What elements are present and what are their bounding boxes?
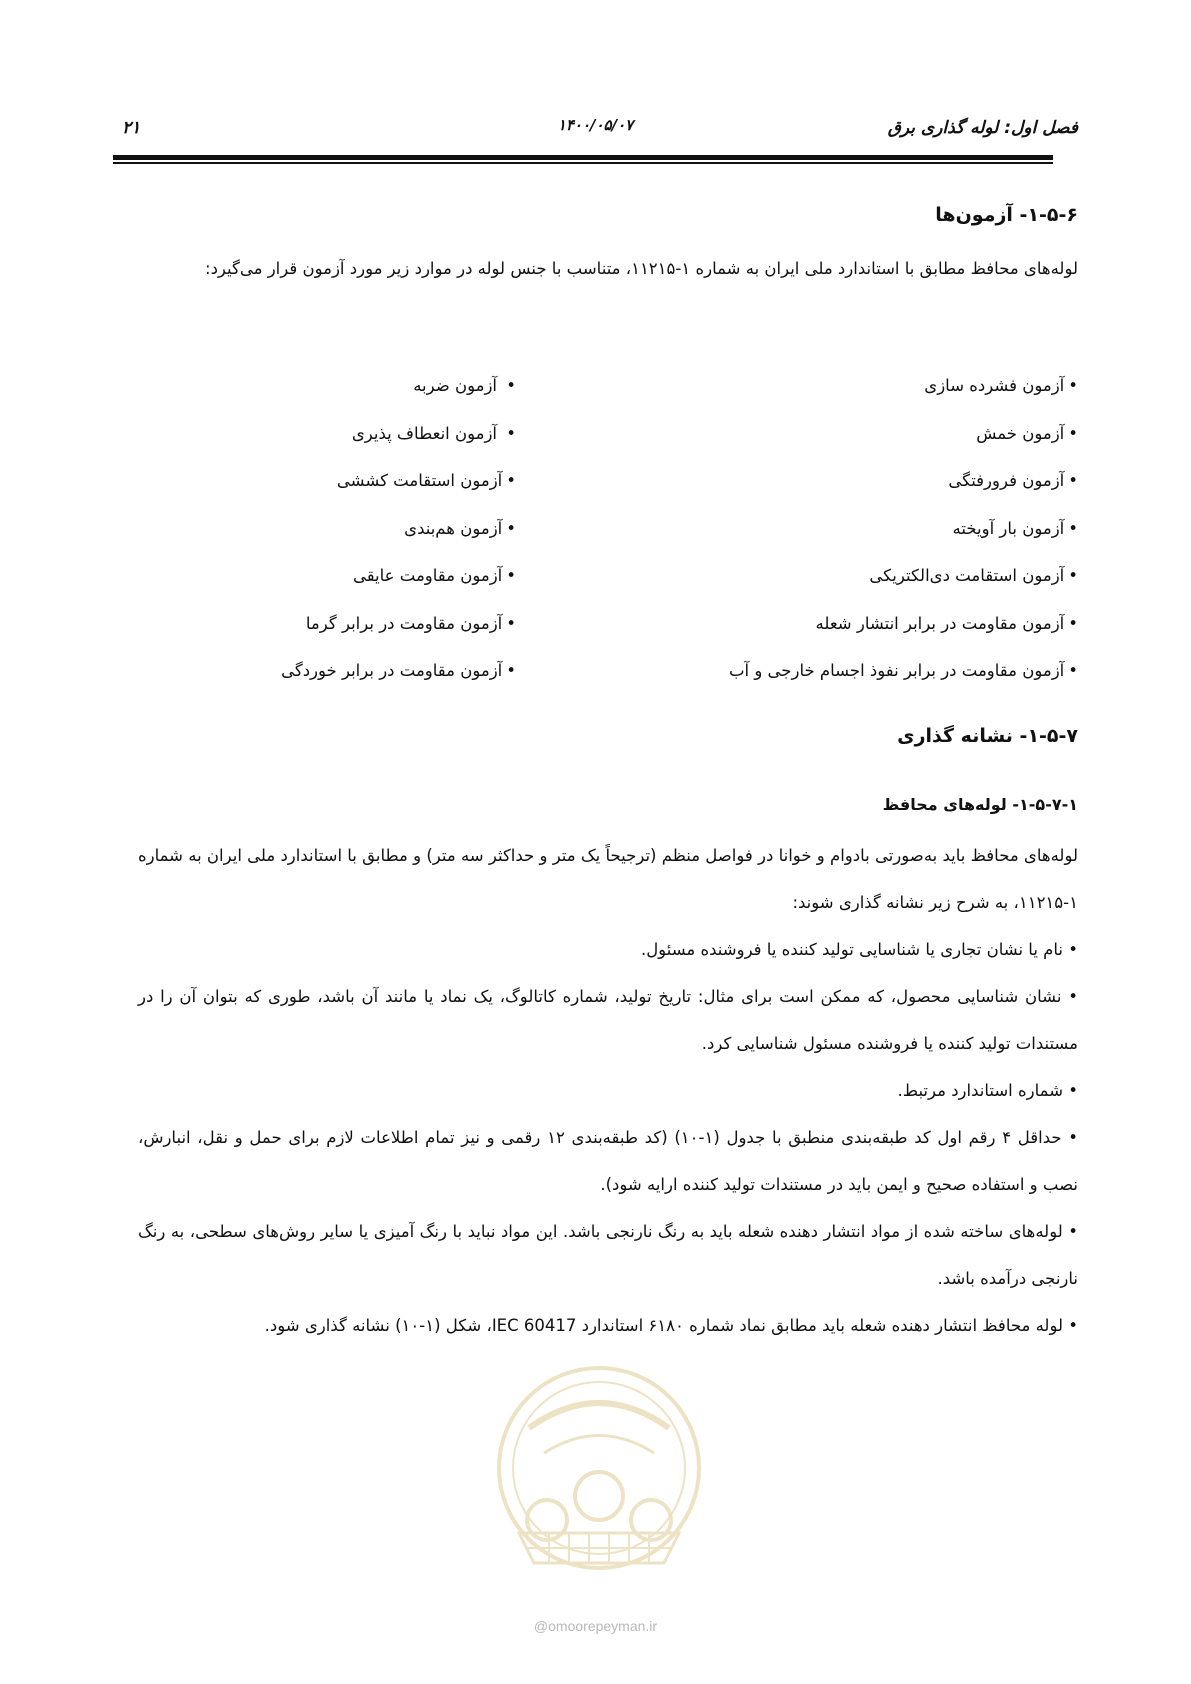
at-icon: @ [533,1618,549,1634]
header-rule-thin [113,162,1053,164]
list-item: • آزمون بار آویخته [729,505,1078,553]
marking-bullet-list [138,926,1078,1349]
section-heading-marking: ۱-۵-۷- نشانه گذاری [897,725,1078,747]
list-item: • آزمون ضربه [281,362,516,410]
chapter-title: فصل اول: لوله گذاری برق [887,118,1078,138]
list-item: • آزمون استقامت کششی [281,457,516,505]
list-item: • آزمون مقاومت در برابر نفوذ اجسام خارجی و آب [729,647,1078,695]
list-item: • آزمون مقاومت در برابر گرما [281,600,516,648]
list-item: • نام یا نشان تجاری یا شناسایی تولید کننده یا فروشنده مسئول. [138,926,1078,973]
list-item: • آزمون مقاومت در برابر انتشار شعله [729,600,1078,648]
list-item: • شماره استاندارد مرتبط. [138,1067,1078,1114]
subsection-heading-protective-pipes: ۱-۵-۷-۱- لوله‌های محافظ [882,795,1078,814]
marking-intro-paragraph: لوله‌های محافظ باید به‌صورتی بادوام و خوانا در فواصل منظم (ترجیحاً یک متر و حداکثر سه متر) و مطابق با استاندارد ملی ایران به شماره ۱-۱۱۲۱۵، به شرح زیر نشانه گذاری شوند: [138,846,1078,912]
list-item: • آزمون فشرده سازی [729,362,1078,410]
tests-list-left [281,362,516,695]
watermark-url: @omoorepeyman.ir [533,1618,658,1634]
page-number: ۲۱ [122,118,141,138]
list-item: • نشان شناسایی محصول، که ممکن است برای مثال: تاریخ تولید، شماره کاتالوگ، یک نماد یا مانند آن باشد، طوری که بتوان آن را در مستندات تولید کننده یا فروشنده مسئول شناسایی کرد. [138,973,1078,1067]
tests-list-right [729,362,1078,695]
header-rule-thick [113,155,1053,160]
watermark-logo [489,1358,709,1638]
list-item: • آزمون مقاومت در برابر خوردگی [281,647,516,695]
section-heading-tests: ۱-۵-۶- آزمون‌ها [935,204,1078,226]
list-item: • آزمون خمش [729,410,1078,458]
list-item: • حداقل ۴ رقم اول کد طبقه‌بندی منطبق با جدول (۱-۱۰) (کد طبقه‌بندی ۱۲ رقمی و نیز تمام اطلاعات لازم برای حمل و نقل، انبارش، نصب و استفاده صحیح و ایمن باید در مستندات تولید کننده ارایه شود). [138,1114,1078,1208]
list-item: • لوله محافظ انتشار دهنده شعله باید مطابق نماد شماره ۶۱۸۰ استاندارد IEC 60417، شکل (۱-۱۰) نشانه گذاری شود. [138,1302,1078,1349]
list-item: • آزمون فرورفتگی [729,457,1078,505]
list-item: • آزمون هم‌بندی [281,505,516,553]
tests-intro-paragraph: لوله‌های محافظ مطابق با استاندارد ملی ایران به شماره ۱-۱۱۲۱۵، متناسب با جنس لوله در موارد زیر مورد آزمون قرار می‌گیرد: [205,259,1078,278]
header-date: ۱۴۰۰/۰۵/۰۷ [557,116,634,134]
list-item: • لوله‌های ساخته شده از مواد انتشار دهنده شعله باید به رنگ نارنجی باشد. این مواد نباید با رنگ آمیزی یا سایر روش‌های سطحی، به رنگ نارنجی درآمده باشد. [138,1208,1078,1302]
list-item: • آزمون انعطاف پذیری [281,410,516,458]
list-item: • آزمون استقامت دی‌الکتریکی [729,552,1078,600]
list-item: • آزمون مقاومت عایقی [281,552,516,600]
